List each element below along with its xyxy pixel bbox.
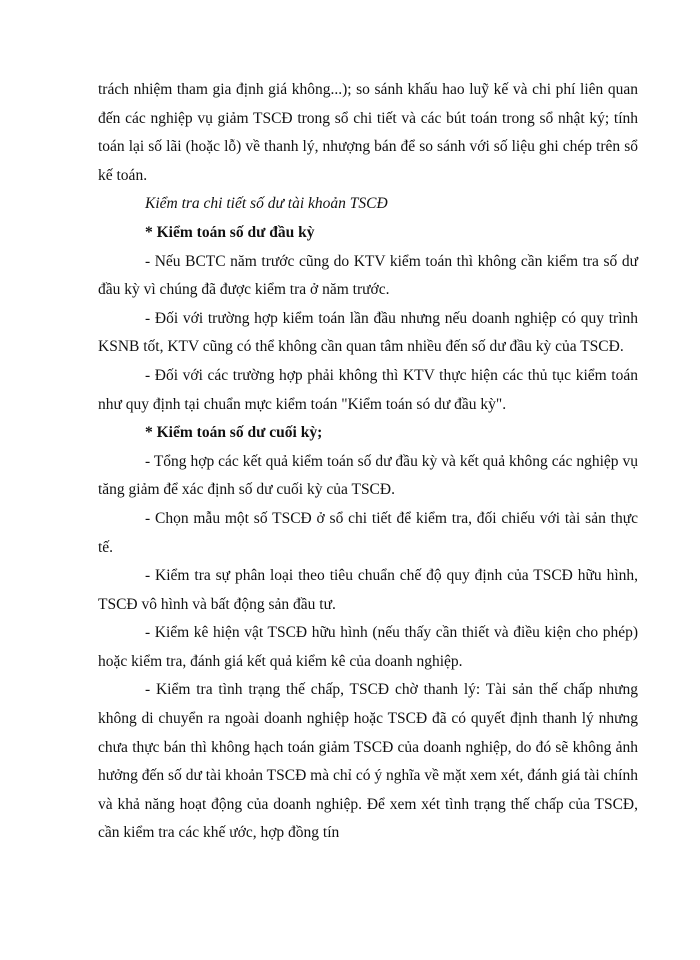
paragraph-mortgage-status: - Kiểm tra tình trạng thế chấp, TSCĐ chờ thanh lý: Tài sản thế chấp nhưng không di chuyển ra ngoài doanh nghiệp hoặc TSCĐ đã có quyết định thanh lý nhưng chưa thực bán thì không hạch toán giảm TSCĐ của doanh nghiệp, do đó sẽ không ảnh hưởng đến số dư tài khoản TSCĐ mà chỉ có ý nghĩa về mặt xem xét, đánh giá tài chính và khả năng hoạt động của doanh nghiệp. Để xem xét tình trạng thế chấp của TSCĐ, cần kiểm tra các khế ước, hợp đồng tín [98, 681, 638, 842]
paragraph-other-cases: - Đối với các trường hợp phải không thì KTV thực hiện các thủ tục kiểm toán như quy định tại chuẩn mực kiểm toán "Kiểm toán só dư đầu kỳ". [98, 366, 638, 413]
paragraph-disposal-check: trách nhiệm tham gia định giá không...); so sánh khấu hao luỹ kế và chi phí liên quan đến các nghiệp vụ giảm TSCĐ trong sổ chi tiết và các bút toán trong sổ nhật ký; tính toán lại số lãi (hoặc lỗ) về thanh lý, nhượng bán để so sánh với số liệu ghi chép trên sổ kế toán. [98, 81, 638, 184]
heading-closing-balance: * Kiểm toán số dư cuối kỳ; [145, 424, 323, 442]
paragraph-prior-year-audit: - Nếu BCTC năm trước cũng do KTV kiểm toán thì không cần kiểm tra số dư đầu kỳ vì chúng đã được kiểm tra ở năm trước. [98, 252, 638, 299]
document-body [98, 76, 638, 848]
paragraph-first-time-audit: - Đối với trường hợp kiểm toán lần đầu nhưng nếu doanh nghiệp có quy trình KSNB tốt, KTV cũng có thể không cần quan tâm nhiều đến số dư đầu kỳ của TSCĐ. [98, 309, 638, 356]
paragraph-aggregate-results: - Tổng hợp các kết quả kiểm toán số dư đầu kỳ và kết quả không các nghiệp vụ tăng giảm để xác định số dư cuối kỳ của TSCĐ. [98, 452, 638, 499]
heading-opening-balance: * Kiểm toán số dư đầu kỳ [145, 223, 315, 241]
paragraph-physical-count: - Kiểm kê hiện vật TSCĐ hữu hình (nếu thấy cần thiết và điều kiện cho phép) hoặc kiểm tra, đánh giá kết quả kiểm kê của doanh nghiệp. [98, 624, 638, 670]
paragraph-sample-selection: - Chọn mẫu một số TSCĐ ở sổ chi tiết để kiểm tra, đối chiếu với tài sản thực tế. [98, 509, 638, 556]
heading-detail-balance-check: Kiểm tra chi tiết số dư tài khoản TSCĐ [145, 195, 388, 213]
paragraph-classification-check: - Kiểm tra sự phân loại theo tiêu chuẩn chế độ quy định của TSCĐ hữu hình, TSCĐ vô hình và bất động sản đầu tư. [98, 567, 638, 613]
